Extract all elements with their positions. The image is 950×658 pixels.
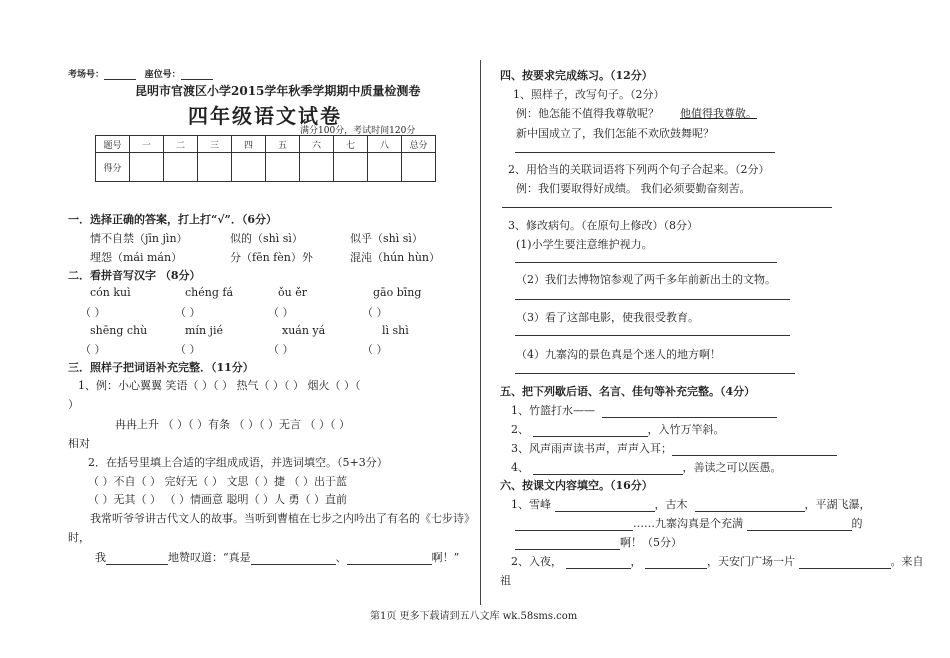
text: 的	[851, 517, 863, 530]
s3-line: （ ）无其（ ） （ ）情画意 聪明（ ）人 勇（ ）直前	[88, 493, 347, 506]
score-cell[interactable]	[300, 153, 334, 182]
text: 2、入夜，	[511, 555, 562, 568]
answer-blank[interactable]	[602, 406, 777, 418]
s5-item	[511, 421, 725, 437]
score-cell[interactable]	[232, 153, 266, 182]
answer-line[interactable]	[515, 299, 790, 300]
answer-line[interactable]	[515, 335, 790, 336]
table-cell: 题号	[96, 136, 130, 153]
text: ，平湖飞瀑，	[804, 498, 871, 511]
answer-blank[interactable]	[799, 557, 891, 569]
text: 2、	[511, 423, 529, 436]
answer-paren[interactable]: （ ）	[362, 306, 388, 319]
answer-blank[interactable]	[672, 444, 837, 456]
answer-blank[interactable]	[533, 463, 683, 475]
s4-question: 3、修改病句。（在原句上修改）（8分）	[508, 219, 698, 232]
column-divider	[480, 60, 481, 605]
section-3-heading: 三．照样子把词语补充完整．（11分）	[68, 361, 254, 374]
answer-paren[interactable]: （ ）	[268, 306, 294, 319]
text: ……九寨沟真是个充满	[633, 517, 743, 530]
answer-paren[interactable]: （ ）	[268, 343, 294, 356]
answer-blank[interactable]	[695, 500, 805, 512]
pinyin: lì shì	[382, 324, 409, 337]
exam-subtitle: 昆明市官渡区小学2015学年秋季学期期中质量检测卷	[135, 84, 421, 98]
score-table-score-row	[96, 153, 436, 182]
answer-blank[interactable]	[251, 553, 336, 565]
answer-blank[interactable]	[533, 425, 648, 437]
s4-example	[516, 105, 757, 121]
s5-item	[511, 402, 777, 418]
s1-item: 似的（shì sì）	[230, 232, 303, 245]
pinyin: shēng chù	[90, 324, 148, 337]
s5-item	[511, 440, 837, 456]
s3-line: 相对	[68, 437, 90, 450]
answer-blank[interactable]	[515, 538, 620, 550]
s3-line: 1、例：小心翼翼 笑语（ ）（ ） 热气（ ）（ ） 烟火（ ）（	[78, 379, 361, 392]
score-cell[interactable]	[198, 153, 232, 182]
table-cell: 八	[368, 136, 402, 153]
text: 。来自	[890, 555, 924, 568]
s3-fill-line	[95, 549, 459, 565]
text: 我	[95, 551, 106, 564]
s6-line	[511, 496, 871, 512]
text: 例：他怎能不值得我尊敬呢？	[516, 107, 659, 120]
score-table	[95, 135, 436, 182]
s3-line: 我常听爷爷讲古代文人的故事。当听到曹植在七步之内吟出了有名的《七步诗》	[90, 512, 475, 525]
s1-item: 似乎（shì sì）	[350, 232, 423, 245]
s3-line: 冉冉上升 （ ）（ ）有条 （ ）（ ）无言 （ ）（ ）	[115, 418, 350, 431]
seat-no-label: 座位号：	[144, 70, 181, 80]
score-cell[interactable]	[164, 153, 198, 182]
exam-info	[68, 67, 213, 80]
s1-item: 情不自禁（jīn jìn）	[90, 232, 188, 245]
exam-no-blank[interactable]	[104, 68, 136, 80]
text: 啊！（5分）	[620, 536, 682, 549]
s3-line: （ ）不自（ ） 完好无（ ） 文思（ ）捷 （ ）出于蓝	[88, 475, 347, 488]
s4-sentence: (1)小学生要注意维护视力。	[516, 238, 653, 251]
section-1-heading: 一．选择正确的答案，打上打“√”．（6分）	[68, 213, 278, 226]
text: 1、雪峰	[511, 498, 551, 511]
score-cell[interactable]	[266, 153, 300, 182]
score-cell[interactable]	[368, 153, 402, 182]
s4-sentence: 例：我们要取得好成绩。 我们必须要勤奋刻苦。	[516, 182, 751, 195]
table-cell: 二	[164, 136, 198, 153]
page-footer: 第1页 更多下载请到五八文库 wk.58sms.com	[370, 611, 578, 622]
score-note: 满分100分，考试时间120分	[300, 126, 416, 136]
answer-paren[interactable]: （ ）	[175, 306, 201, 319]
text: 地赞叹道：“真是	[168, 551, 251, 564]
answer-paren[interactable]: （ ）	[362, 343, 388, 356]
score-cell[interactable]	[130, 153, 164, 182]
s6-line	[515, 515, 863, 531]
text: ，善读之可以医愚。	[682, 461, 782, 474]
s6-line: 祖	[500, 574, 511, 587]
text: ，古木	[654, 498, 688, 511]
table-cell: 四	[232, 136, 266, 153]
text: 1、竹篮打水——	[511, 404, 595, 417]
pinyin: mín jié	[185, 324, 223, 337]
pinyin: xuán yá	[282, 324, 326, 337]
answer-blank[interactable]	[566, 557, 631, 569]
answer-paren[interactable]: （ ）	[80, 343, 106, 356]
section-2-heading: 二．看拼音写汉字 （8分）	[68, 269, 201, 282]
score-table-header-row	[96, 136, 436, 153]
s3-line: 时，	[68, 531, 90, 544]
table-cell: 七	[334, 136, 368, 153]
answer-blank[interactable]	[747, 519, 852, 531]
answer-paren[interactable]: （ ）	[80, 306, 106, 319]
text: 4、	[511, 461, 529, 474]
text: ，天安门广场一片	[707, 555, 795, 568]
pinyin: ǒu ěr	[278, 286, 307, 299]
pinyin: cón kuì	[90, 286, 131, 299]
answer-line[interactable]	[515, 152, 775, 153]
answer-blank[interactable]	[106, 553, 168, 565]
s1-item: 混沌（hún hùn）	[350, 251, 441, 264]
s4-sentence: （4）九寨沟的景色真是个迷人的地方啊！	[516, 348, 721, 361]
answer-line[interactable]	[515, 373, 795, 374]
s4-sentence: （2）我们去博物馆参观了两千多年前新出土的文物。	[516, 273, 776, 286]
s4-sentence: （3）看了这部电影，使我很受教育。	[516, 311, 699, 324]
page-title: 四年级语文试卷	[188, 104, 342, 128]
text: 、	[335, 551, 347, 564]
answer-blank[interactable]	[555, 500, 655, 512]
answer-line[interactable]	[515, 262, 777, 263]
answer-blank[interactable]	[645, 557, 707, 569]
table-cell: 六	[300, 136, 334, 153]
section-5-heading: 五、把下列歇后语、名言、佳句等补充完整。（4分）	[500, 385, 756, 398]
text: ，	[630, 555, 642, 568]
text: ，入竹万竿斜。	[647, 423, 725, 436]
s1-item: 分（fēn fèn）外	[230, 251, 313, 264]
answer-paren[interactable]: （ ）	[175, 343, 201, 356]
s3-line: ）	[68, 398, 79, 411]
seat-no-blank[interactable]	[181, 68, 213, 80]
table-cell: 一	[130, 136, 164, 153]
score-cell[interactable]	[402, 153, 436, 182]
s6-line	[515, 534, 682, 550]
pinyin: chéng fá	[185, 286, 234, 299]
s5-item	[511, 459, 782, 475]
example-answer: 他值得我尊敬。	[679, 107, 757, 120]
answer-line[interactable]	[502, 207, 832, 208]
table-cell: 得分	[96, 153, 130, 182]
score-cell[interactable]	[334, 153, 368, 182]
table-cell: 总分	[402, 136, 436, 153]
pinyin: gāo bīng	[373, 286, 422, 299]
exam-no-label: 考场号：	[68, 70, 105, 80]
s4-sentence: 新中国成立了，我们怎能不欢欣鼓舞呢？	[516, 127, 714, 140]
s6-line	[511, 553, 924, 569]
text: 3、风声雨声读书声，声声入耳；	[511, 442, 672, 455]
s1-item: 埋怨（mái mán）	[90, 251, 183, 264]
text: 啊！”	[431, 551, 460, 564]
s3-line: 2．在括号里填上合适的字组成成语，并选词填空。（5+3分）	[88, 456, 388, 469]
answer-blank[interactable]	[515, 519, 633, 531]
table-cell: 三	[198, 136, 232, 153]
answer-blank[interactable]	[347, 553, 432, 565]
s4-question: 2、用恰当的关联词语将下列两个句子合起来。（2分）	[508, 163, 770, 176]
section-4-heading: 四、按要求完成练习。（12分）	[500, 69, 653, 82]
section-6-heading: 六、按课文内容填空。（16分）	[500, 479, 653, 492]
s4-question: 1、照样子，改写句子。（2分）	[513, 88, 665, 101]
table-cell: 五	[266, 136, 300, 153]
